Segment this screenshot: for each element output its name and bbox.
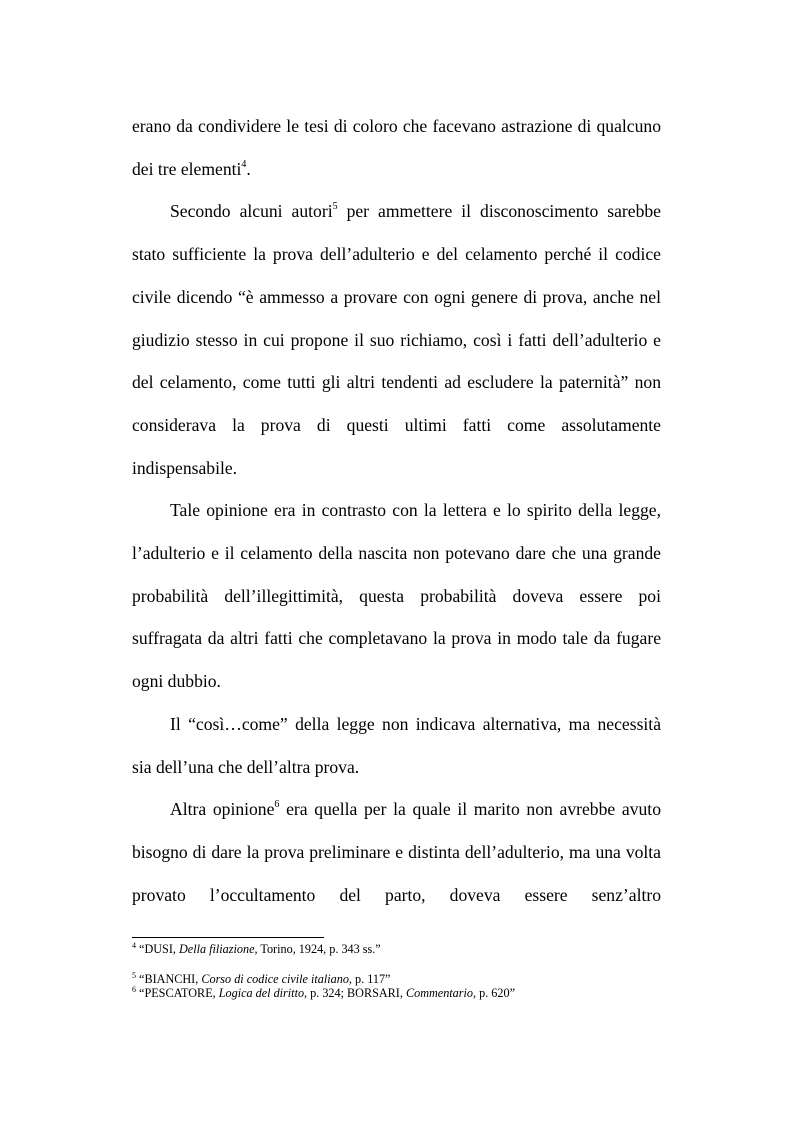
footnote-ref-4: 4: [241, 158, 247, 170]
paragraph-2: [132, 190, 661, 489]
footnote-5: [132, 972, 692, 986]
footnote-title: Commentario: [405, 986, 473, 1000]
footnote-text: , p. 620”: [473, 986, 515, 1000]
footnote-separator: [132, 937, 324, 938]
footnote-number: 6: [132, 985, 136, 994]
footnote-title: Logica del diritto: [218, 986, 305, 1000]
paragraph-5: [132, 788, 661, 916]
footnote-ref-5: 5: [332, 201, 338, 213]
paragraph-1: [132, 105, 661, 190]
paragraph-4: [132, 703, 661, 788]
footnote-text: “BIANCHI,: [136, 972, 202, 986]
paragraph-text: erano da condividere le tesi di coloro che facevano astrazione di qualcuno dei tre elementi: [132, 116, 661, 179]
footnote-6: [132, 986, 692, 1000]
paragraph-text: per ammettere il disconoscimento sarebbe stato sufficiente la prova dell’adulterio e del celamento perché il codice civile dicendo “è ammesso a provare con ogni genere di prova, anche nel giudizio stesso in cui propone il suo richiamo, così i fatti dell’adulterio e del celamento, come tutti gli altri tendenti ad escludere la paternità” non considerava la prova di questi ultimi fatti come assolutamente indispensabile.: [132, 201, 661, 478]
footnote-title: Della filiazione: [179, 942, 255, 956]
footnote-number: 4: [132, 941, 136, 950]
footnote-text: , Torino, 1924, p. 343 ss.”: [254, 942, 381, 956]
paragraph-3: [132, 489, 661, 703]
paragraph-text: Secondo alcuni autori: [170, 201, 333, 222]
footnote-ref-6: 6: [274, 799, 280, 811]
footnote-number: 5: [132, 971, 136, 980]
footnotes: [132, 942, 692, 1000]
footnote-title: Corso di codice civile italiano: [201, 972, 349, 986]
footnote-text: “PESCATORE,: [136, 986, 219, 1000]
footnote-text: “DUSI,: [136, 942, 179, 956]
paragraph-text: era quella per la quale il marito non avrebbe avuto bisogno di dare la prova preliminare e distinta dell’adulterio, ma una volta provato l’occultamento del parto, doveva essere senz’altro: [132, 799, 661, 905]
paragraph-text: .: [246, 158, 251, 179]
paragraph-text: Tale opinione era in contrasto con la lettera e lo spirito della legge, l’adulterio e il celamento della nascita non potevano dare che una grande probabilità dell’illegittimità, questa probabilità doveva essere poi suffragata da altri fatti che completavano la prova in modo tale da fugare ogni dubbio.: [132, 500, 661, 692]
footnote-text: , p. 117”: [348, 972, 391, 986]
body-text: [132, 105, 661, 916]
paragraph-text: Altra opinione: [170, 799, 275, 820]
paragraph-text: Il “così…come” della legge non indicava alternativa, ma necessità sia dell’una che dell’altra prova.: [132, 713, 661, 777]
footnote-text: , p. 324; BORSARI,: [304, 986, 406, 1000]
footnote-4: [132, 942, 692, 956]
